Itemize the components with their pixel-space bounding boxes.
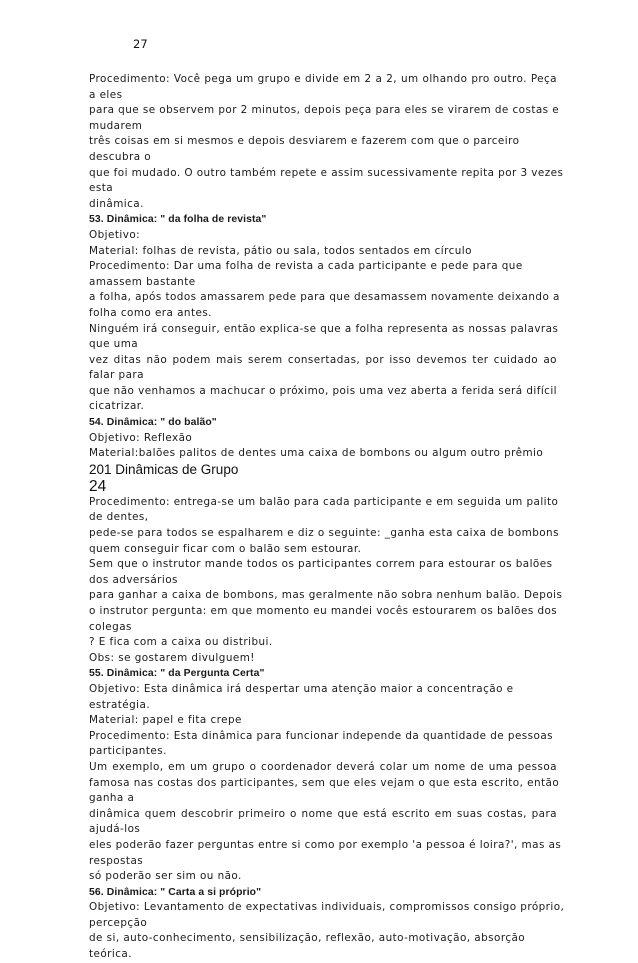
body-line: Material: papel e fita crepe bbox=[89, 714, 242, 727]
body-line: para ganhar a caixa de bombons, mas geralmente não sobra nenhum balão. Depois bbox=[89, 589, 563, 602]
body-line: dos adversários bbox=[89, 573, 178, 586]
body-line: Objetivo: Esta dinâmica irá despertar uma atenção maior a concentração e bbox=[89, 682, 514, 695]
body-line: dinâmica. bbox=[89, 197, 144, 210]
body-line: mudarem bbox=[89, 119, 143, 132]
body-line: que foi mudado. O outro também repete e assim sucessivamente repita por 3 vezes bbox=[89, 166, 564, 179]
body-line: Objetivo: Reflexão bbox=[89, 431, 193, 444]
body-line: Um exemplo, em um grupo o coordenador deverá colar um nome de uma pessoa bbox=[89, 760, 557, 773]
body-line: a folha, após todos amassarem pede para que desamassem novamente deixando a bbox=[89, 291, 560, 304]
body-line: ganha a bbox=[89, 792, 135, 805]
document-body bbox=[89, 72, 565, 963]
section-heading: 56. Dinâmica: " Carta a si próprio" bbox=[89, 886, 262, 898]
body-line: cicatrizar. bbox=[89, 400, 145, 413]
body-line: Procedimento: Você pega um grupo e divide em 2 a 2, um olhando pro outro. Peça bbox=[89, 73, 557, 85]
body-line: ajudá-los bbox=[89, 823, 141, 836]
body-line: ? E fica com a caixa ou distribui. bbox=[89, 636, 273, 649]
body-line: descubra o bbox=[89, 150, 152, 163]
body-line: de si, auto-conhecimento, sensibilização, reflexão, auto-motivação, absorção bbox=[89, 932, 526, 945]
body-line: pede-se para todos se espalharem e diz o seguinte: _ganha esta caixa de bombons bbox=[89, 527, 559, 540]
running-header-title: 201 Dinâmicas de Grupo bbox=[89, 461, 239, 477]
page-number: 27 bbox=[133, 37, 148, 51]
body-line: estratégia. bbox=[89, 698, 151, 711]
body-line: quem conseguir ficar com o balão sem estourar. bbox=[89, 542, 362, 555]
body-line: Material:balões palitos de dentes uma caixa de bombons ou algum outro prêmio bbox=[89, 447, 544, 460]
body-line: Ninguém irá conseguir, então explica-se que a folha representa as nossas palavras bbox=[89, 322, 559, 335]
body-line: Procedimento: entrega-se um balão para cada participante e em seguida um palito bbox=[89, 495, 559, 508]
section-heading: 54. Dinâmica: " do balão" bbox=[89, 417, 217, 429]
body-line: de dentes, bbox=[89, 511, 149, 524]
body-line: Obs: se gostarem divulguem! bbox=[89, 651, 255, 664]
body-line: o instrutor pergunta: em que momento eu mandei vocês estourarem os balões dos bbox=[89, 605, 558, 617]
body-line: Objetivo: Levantamento de expectativas individuais, compromissos consigo próprio, bbox=[89, 901, 565, 914]
body-line: eles poderão fazer perguntas entre si como por exemplo 'a pessoa é loira?', mas as bbox=[89, 838, 562, 851]
section-heading: 55. Dinâmica: " da Pergunta Certa" bbox=[89, 668, 265, 680]
body-line: colegas bbox=[89, 620, 132, 633]
body-line: Objetivo: bbox=[89, 228, 141, 241]
body-line: que não venhamos a machucar o próximo, pois uma vez aberta a ferida será difícil bbox=[89, 384, 557, 397]
body-line: Material: folhas de revista, pátio ou sala, todos sentados em círculo bbox=[89, 244, 472, 257]
body-line: participantes. bbox=[89, 745, 167, 758]
body-line: respostas bbox=[89, 854, 144, 867]
body-line: três coisas em si mesmos e depois desviarem e fazerem com que o parceiro bbox=[89, 135, 520, 148]
body-line: famosa nas costas dos participantes, sem que eles vejam o que esta escrito, então bbox=[89, 776, 560, 789]
running-header-number: 24 bbox=[89, 477, 107, 495]
body-line: folha como era antes. bbox=[89, 306, 212, 319]
body-line: percepção bbox=[89, 916, 148, 929]
body-line: vez ditas não podem mais serem consertadas, por isso devemos ter cuidado ao bbox=[89, 353, 557, 366]
body-line: só poderão ser sim ou não. bbox=[89, 870, 242, 883]
body-line: para que se observem por 2 minutos, depois peça para eles se virarem de costas e bbox=[89, 104, 560, 117]
body-line: esta bbox=[89, 182, 114, 195]
body-line: amassem bastante bbox=[89, 275, 196, 288]
body-line: Procedimento: Esta dinâmica para funcionar independe da quantidade de pessoas bbox=[89, 729, 554, 742]
body-line: falar para bbox=[89, 369, 144, 382]
body-line: dinâmica quem descobrir primeiro o nome que está escrito em suas costas, para bbox=[89, 807, 557, 820]
body-line: que uma bbox=[89, 338, 139, 351]
body-line: Procedimento: Dar uma folha de revista a cada participante e pede para que bbox=[89, 260, 523, 273]
body-line: a eles bbox=[89, 88, 123, 101]
section-heading: 53. Dinâmica: " da folha de revista" bbox=[89, 214, 267, 226]
body-line: teórica. bbox=[89, 948, 132, 961]
body-line: Sem que o instrutor mande todos os participantes correm para estourar os balões bbox=[89, 558, 553, 571]
